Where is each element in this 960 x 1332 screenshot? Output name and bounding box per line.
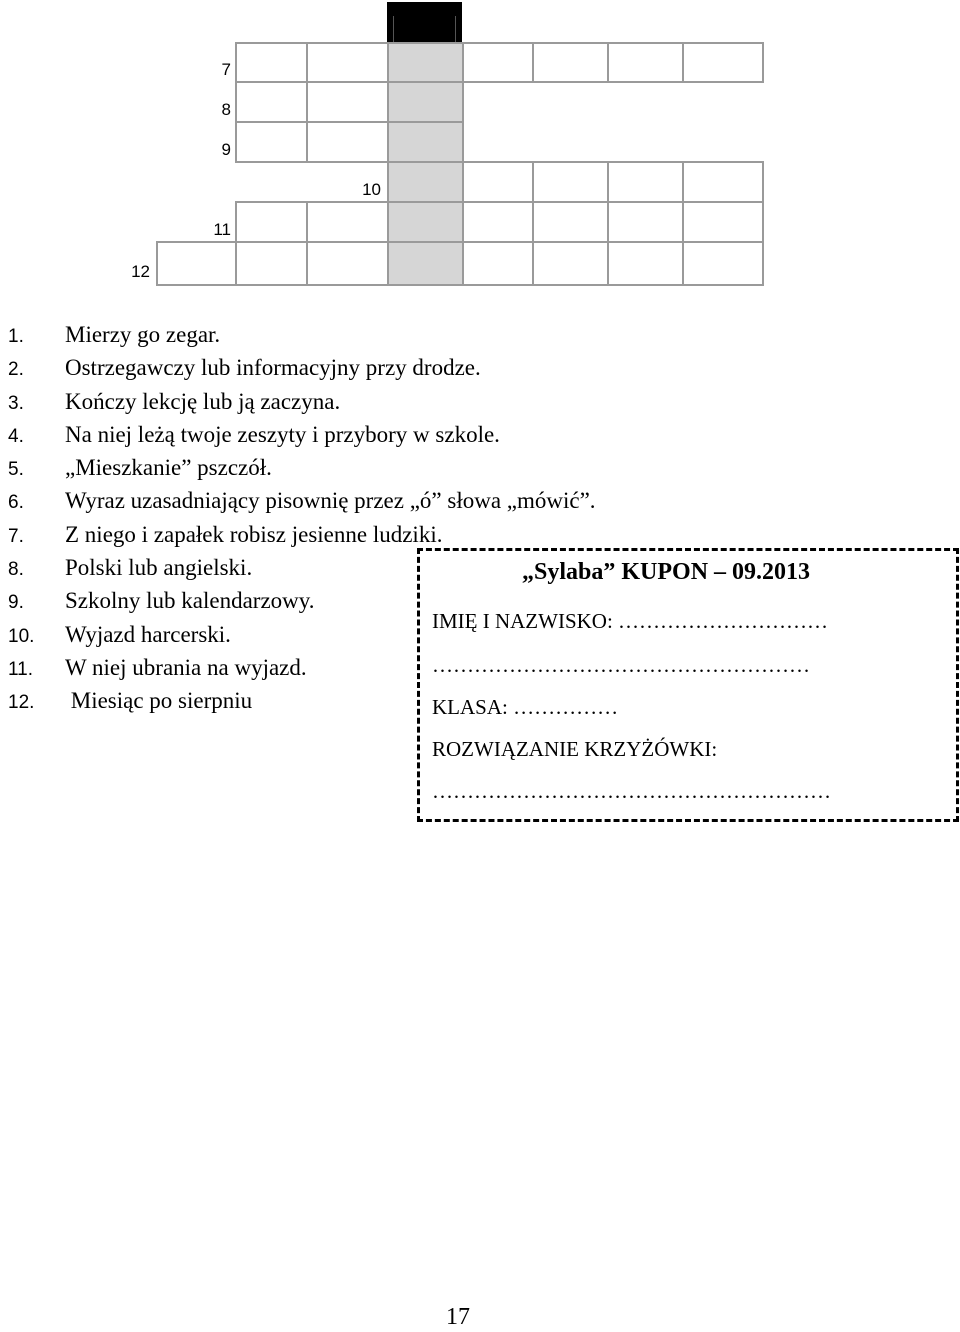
crossword-cell[interactable]	[235, 42, 308, 83]
crossword-cell[interactable]	[532, 161, 609, 203]
crossword-key-cell[interactable]	[387, 121, 464, 163]
crossword-key-cell[interactable]	[387, 81, 464, 123]
row-number-7: 7	[221, 60, 231, 79]
page-number: 17	[446, 1304, 470, 1330]
coupon-title: „Sylaba” KUPON – 09.2013	[522, 559, 811, 585]
crossword-cell[interactable]	[235, 201, 308, 243]
clue-item: 1. Mierzy go zegar.	[8, 322, 221, 347]
crossword-key-cell[interactable]	[387, 241, 464, 286]
crossword-cell[interactable]	[306, 42, 389, 83]
row-number-9: 9	[221, 140, 231, 159]
crossword-cell[interactable]	[607, 42, 684, 83]
crossword-cell[interactable]	[682, 201, 764, 243]
crossword-cell[interactable]	[235, 241, 308, 286]
solution-line: …………………………………………………	[432, 779, 831, 803]
row-number-11: 11	[213, 220, 231, 239]
clue-item: 3. Kończy lekcję lub ją zaczyna.	[8, 388, 341, 414]
crossword-cell[interactable]	[682, 42, 764, 83]
clue-item: 12. Miesiąc po sierpniu	[8, 688, 253, 714]
row-number-10: 10	[362, 180, 381, 199]
clue-item: 11. W niej ubrania na wyjazd.	[8, 654, 307, 680]
solution-label: ROZWIĄZANIE KRZYŻÓWKI:	[432, 737, 718, 761]
clue-item: 2. Ostrzegawczy lub informacyjny przy drodze.	[8, 355, 481, 381]
crossword-cell[interactable]	[532, 241, 609, 286]
clue-item: 8. Polski lub angielski.	[8, 555, 253, 581]
crossword-cell[interactable]	[306, 121, 389, 163]
row-number-12: 12	[131, 262, 150, 281]
name-field-label: IMIĘ I NAZWISKO: …………………………	[432, 609, 829, 633]
crossword-cell[interactable]	[235, 121, 308, 163]
clue-item: 7. Z niego i zapałek robisz jesienne ludziki.	[8, 521, 443, 547]
crossword-cell[interactable]	[156, 241, 237, 286]
clue-item: 9. Szkolny lub kalendarzowy.	[8, 588, 315, 614]
class-field-label: KLASA: ……………	[432, 695, 619, 719]
crossword-cell[interactable]	[306, 201, 389, 243]
crossword-cell[interactable]	[532, 201, 609, 243]
crossword-cell[interactable]	[462, 241, 534, 286]
crossword-cell[interactable]	[682, 161, 764, 203]
crossword-cell[interactable]	[462, 161, 534, 203]
crossword-key-cell[interactable]	[387, 201, 464, 243]
crossword-key-cell[interactable]	[387, 42, 464, 83]
crossword-top-strip	[387, 2, 462, 42]
clue-item: 10. Wyjazd harcerski.	[8, 621, 231, 647]
coupon-box	[417, 548, 959, 822]
crossword-cell[interactable]	[607, 241, 684, 286]
crossword-cell[interactable]	[532, 42, 609, 83]
row-number-8: 8	[221, 100, 231, 119]
crossword-cell[interactable]	[682, 241, 764, 286]
clue-item: 5. „Mieszkanie” pszczół.	[8, 455, 272, 481]
name-field-line: ………………………………………………	[432, 653, 810, 677]
crossword-cell[interactable]	[306, 241, 389, 286]
crossword-key-cell[interactable]	[387, 161, 464, 203]
crossword-cell[interactable]	[607, 161, 684, 203]
crossword-cell[interactable]	[607, 201, 684, 243]
crossword-cell[interactable]	[235, 81, 308, 123]
crossword-cell[interactable]	[306, 81, 389, 123]
clue-item: 6. Wyraz uzasadniający pisownię przez „ó” słowa „mówić”.	[8, 488, 596, 514]
crossword-cell[interactable]	[462, 201, 534, 243]
crossword-cell[interactable]	[462, 42, 534, 83]
clue-item: 4. Na niej leżą twoje zeszyty i przybory w szkole.	[8, 421, 500, 447]
